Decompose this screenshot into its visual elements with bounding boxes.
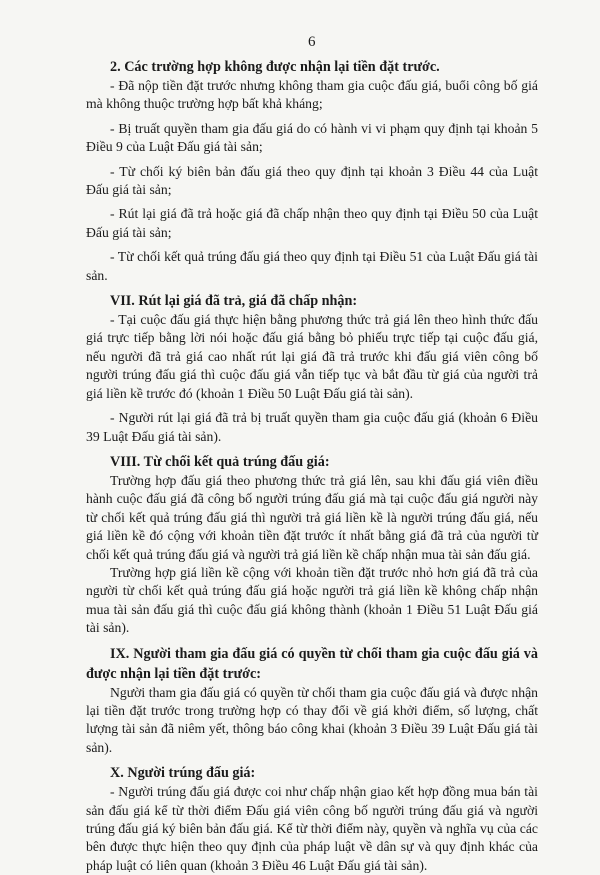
section-9 [86,644,538,758]
page-number: 6 [308,34,316,50]
section-8 [86,452,538,638]
section-10-title: X. Người trúng đấu giá: [110,765,256,782]
section-8-title: VIII. Từ chối kết quả trúng đấu giá: [110,453,330,470]
section-7-title: VII. Rút lại giá đã trả, giá đã chấp nhận: [110,293,358,310]
section-9-title: IX. Người tham gia đấu giá có quyền từ chối tham gia cuộc đấu giá và được nhận lại tiền đặt trước: [86,645,538,682]
section-2-item: - Đã nộp tiền đặt trước nhưng không tham gia cuộc đấu giá, buổi công bố giá mà không thuộc trường hợp bất khả kháng; [86,78,538,112]
section-10-item: - Người trúng đấu giá được coi như chấp nhận giao kết hợp đồng mua bán tài sản đấu giá kể từ thời điểm Đấu giá viên công bố người trúng đấu giá và người trúng đấu giá ký biên bản đấu giá. Kể từ thời điểm này, quyền và nghĩa vụ của các bên được thực hiện theo quy định của pháp luật về dân sự và quy định khác của pháp luật có liên quan (khoản 3 Điều 46 Luật Đấu giá tài sản). [86,784,538,873]
section-7-item: - Người rút lại giá đã trả bị truất quyền tham gia cuộc đấu giá (khoản 6 Điều 39 Luật Đấu giá tài sản). [86,410,538,444]
section-2 [86,57,538,285]
section-9-item: Người tham gia đấu giá có quyền từ chối tham gia cuộc đấu giá và được nhận lại tiền đặt trước trong trường hợp có thay đổi về giá khởi điểm, số lượng, chất lượng tài sản đã niêm yết, thông báo công khai (khoản 3 Điều 39 Luật Đấu giá tài sản). [86,684,538,755]
section-10 [86,763,538,875]
section-8-item: Trường hợp giá liền kề cộng với khoản tiền đặt trước nhỏ hơn giá đã trả của người từ chối kết quả trúng đấu giá hoặc người trả giá liền kề không chấp nhận mua tài sản đấu giá thì cuộc đấu giá không thành (khoản 1 Điều 51 Luật Đấu giá tài sản). [86,564,538,636]
section-2-item: - Từ chối ký biên bản đấu giá theo quy định tại khoản 3 Điều 44 của Luật Đấu giá tài sản; [86,163,538,198]
section-8-item: Trường hợp đấu giá theo phương thức trả giá lên, sau khi đấu giá viên điều hành cuộc đấu giá đã công bố người trúng đấu giá mà tại cuộc đấu giá người này từ chối kết quả trúng đấu giá thì người trả giá liền kề là người trúng đấu giá, nếu giá liền kề đó cộng với khoản tiền đặt trước ít nhất bằng giá đã trả của người từ chối kết quả trúng đấu giá và người trả giá liền kề chấp nhận mua tài sản đấu giá. [86,472,538,562]
section-2-title: 2. Các trường hợp không được nhận lại tiền đặt trước. [110,59,440,75]
section-2-item: - Bị truất quyền tham gia đấu giá do có hành vi vi phạm quy định tại khoản 5 Điều 9 của Luật Đấu giá tài sản; [86,120,538,155]
section-7 [86,291,538,446]
section-2-item: - Rút lại giá đã trả hoặc giá đã chấp nhận theo quy định tại Điều 50 của Luật Đấu giá tài sản; [86,206,538,240]
section-7-item: - Tại cuộc đấu giá thực hiện bằng phương thức trả giá lên theo hình thức đấu giá trực tiếp bằng lời nói hoặc đấu giá bằng bỏ phiếu trực tiếp tại cuộc đấu giá, nếu người đã trả giá cao nhất rút lại giá đã trả trước khi đấu giá viên công bố người trúng đấu giá thì cuộc đấu giá vẫn tiếp tục và bắt đầu từ giá của người trả giá liền kề trước đó (khoản 1 Điều 50 Luật Đấu giá tài sản). [86,312,538,401]
section-2-item: - Từ chối kết quả trúng đấu giá theo quy định tại Điều 51 của Luật Đấu giá tài sản. [86,249,538,283]
